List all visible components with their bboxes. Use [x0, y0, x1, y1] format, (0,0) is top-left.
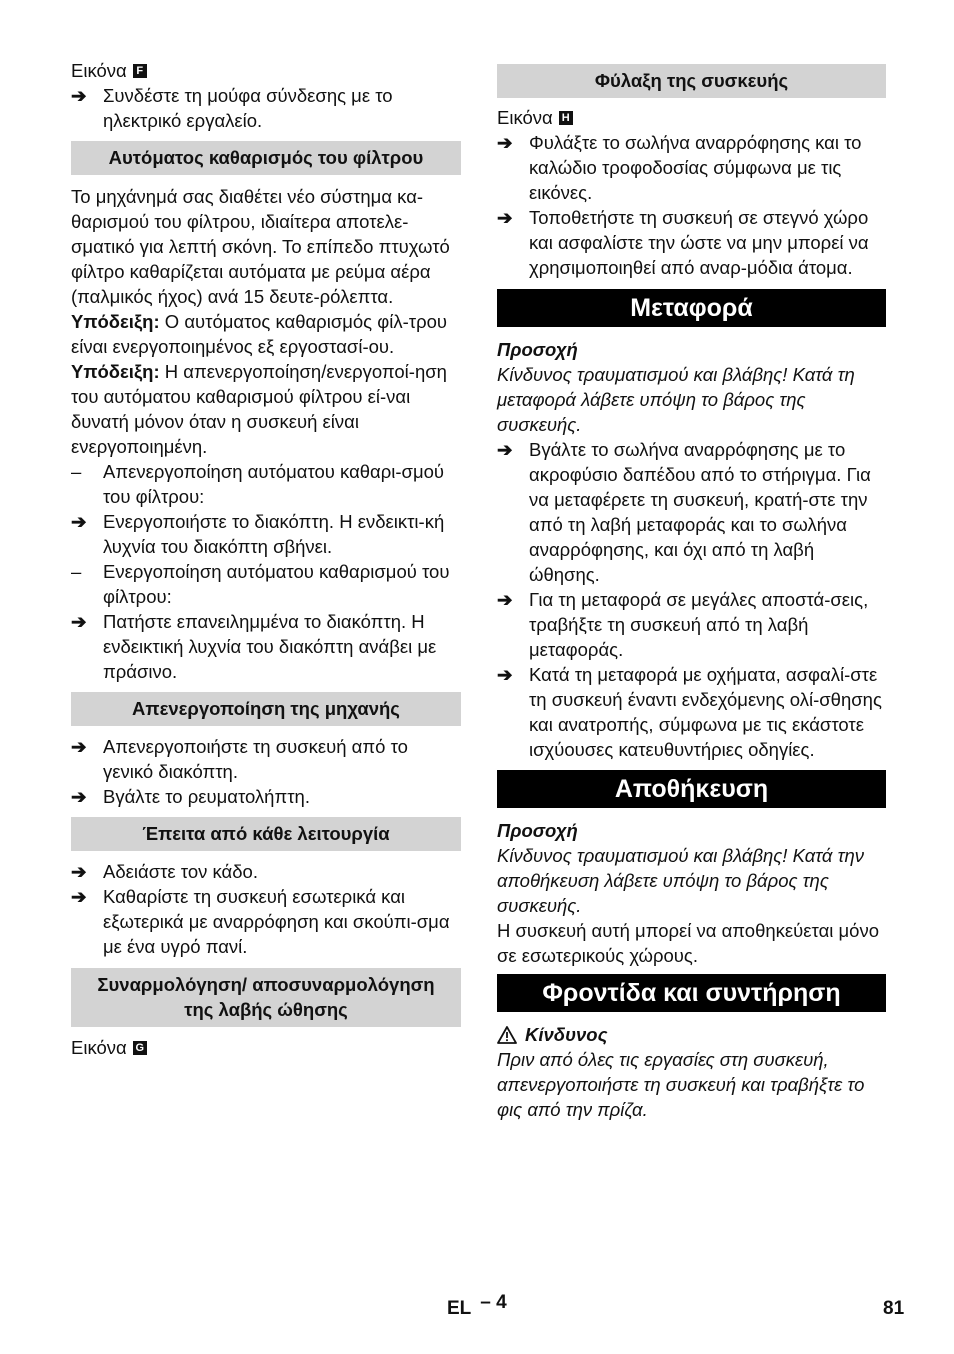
- section-heading-device-storage: Φύλαξη της συσκευής: [497, 64, 886, 98]
- list-item: [497, 205, 886, 280]
- page-number: 81: [883, 1298, 905, 1319]
- paragraph-auto-clean: Το μηχάνημά σας διαθέτει νέο σύστημα κα-θαρισμού του φίλτρου, ιδιαίτερα αποτελε-σματικό για λεπτή σκόνη. Το επίπεδο πτυχωτό φίλτρο καθαρίζεται αυτόματα με ρεύμα αέρα (παλμικός ήχος) ανά 15 δευτε-ρόλεπτα.: [71, 186, 450, 307]
- list-item: [71, 609, 461, 684]
- danger-line: [497, 1022, 886, 1047]
- arrow-right-icon: ➔: [71, 886, 87, 907]
- list-item-text: Τοποθετήστε τη συσκευή σε στεγνό χώρο και ασφαλίστε την ώστε να μην μπορεί να χρησιμοποιηθεί από αναρ-μόδια άτομα.: [529, 207, 869, 278]
- storage-paragraph: Η συσκευή αυτή μπορεί να αποθηκεύεται μόνο σε εσωτερικούς χώρους.: [497, 920, 880, 966]
- section-heading-auto-clean: Αυτόματος καθαρισμός του φίλτρου: [71, 141, 461, 175]
- figure-label: Εικόνα: [71, 60, 127, 81]
- arrow-right-icon: ➔: [71, 786, 87, 807]
- list-item: [71, 559, 461, 609]
- caution-text: Κίνδυνος τραυματισμού και βλάβης! Κατά την αποθήκευση λάβετε υπόψη το βάρος της συσκευής.: [497, 845, 865, 916]
- right-column: [497, 64, 886, 1122]
- main-heading-transport: Μεταφορά: [497, 289, 886, 327]
- caution-text: Κίνδυνος τραυματισμού και βλάβης! Κατά τη μεταφορά λάβετε υπόψη το βάρος της συσκευής.: [497, 364, 855, 435]
- list-item: [71, 734, 461, 784]
- list-item-text: Φυλάξτε το σωλήνα αναρρόφησης και το καλώδιο τροφοδοσίας σύμφωνα με τις εικόνες.: [529, 132, 862, 203]
- arrow-right-icon: ➔: [71, 861, 87, 882]
- arrow-right-icon: ➔: [497, 132, 513, 153]
- list-item: [497, 662, 886, 762]
- figure-label: Εικόνα: [71, 1037, 127, 1058]
- footer-language: [447, 1292, 507, 1320]
- figure-letter-icon: H: [559, 111, 573, 125]
- note-label: Υπόδειξη:: [71, 361, 160, 382]
- note-label: Υπόδειξη:: [71, 311, 160, 332]
- caution-label: Προσοχή: [497, 339, 578, 360]
- list-item-text: Καθαρίστε τη συσκευή εσωτερικά και εξωτερικά με αναρρόφηση και σκούπι-σμα με ένα υγρό πανί.: [103, 886, 450, 957]
- figure-ref-g: [71, 1035, 461, 1060]
- warning-triangle-icon: [497, 1026, 517, 1044]
- section-heading-switch-off: Απενεργοποίηση της μηχανής: [71, 692, 461, 726]
- arrow-right-icon: ➔: [497, 439, 513, 460]
- section-heading-after-use: Έπειτα από κάθε λειτουργία: [71, 817, 461, 851]
- arrow-right-icon: ➔: [71, 85, 87, 106]
- caution-label: Προσοχή: [497, 820, 578, 841]
- dash-bullet: –: [71, 461, 82, 482]
- danger-text: Πριν από όλες τις εργασίες στη συσκευή, απενεργοποιήστε τη συσκευή και τραβήξτε το φις από την πρίζα.: [497, 1049, 865, 1120]
- list-item-text: Για τη μεταφορά σε μεγάλες αποστά-σεις, τραβήξτε τη συσκευή από τη λαβή μεταφοράς.: [529, 589, 869, 660]
- language-code: EL: [447, 1298, 471, 1319]
- dash-bullet: –: [71, 561, 82, 582]
- list-item-text: Απενεργοποιήστε τη συσκευή από το γενικό διακόπτη.: [103, 736, 408, 782]
- list-item: [71, 509, 461, 559]
- figure-label: Εικόνα: [497, 107, 553, 128]
- main-heading-storage: Αποθήκευση: [497, 770, 886, 808]
- figure-letter-icon: G: [133, 1041, 147, 1055]
- arrow-right-icon: ➔: [497, 207, 513, 228]
- figure-ref-h: [497, 105, 886, 130]
- arrow-right-icon: ➔: [71, 511, 87, 532]
- note-1: [71, 309, 461, 359]
- note-text: Η απενεργοποίηση/ενεργοποί-ηση του αυτόματου καθαρισμού φίλτρου εί-ναι δυνατή μόνον όταν η συσκευή είναι ενεργοποιημένη.: [71, 361, 447, 457]
- list-item-text: Συνδέστε τη μούφα σύνδεσης με το ηλεκτρικό εργαλείο.: [103, 85, 393, 131]
- arrow-right-icon: ➔: [71, 611, 87, 632]
- list-item-text: Κατά τη μεταφορά με οχήματα, ασφαλί-στε τη συσκευή έναντι ενδεχόμενης ολί-σθησης και ανατροπής, σύμφωνα με τις εκάστοτε ισχύουσες κατευθυντήριες οδηγίες.: [529, 664, 882, 760]
- list-item-text: Βγάλτε το σωλήνα αναρρόφησης με το ακροφύσιο δαπέδου από το στήριγμα. Για να μεταφέρετε τη συσκευή, κρατή-στε την από τη λαβή μεταφοράς και το σωλήνα αναρρόφησης, και όχι από τη λαβή ώθησης.: [529, 439, 871, 585]
- list-item: [71, 784, 461, 809]
- list-item-text: Ενεργοποίηση αυτόματου καθαρισμού του φίλτρου:: [103, 561, 450, 607]
- figure-letter-icon: F: [133, 64, 147, 78]
- list-item: [497, 130, 886, 205]
- list-item: [71, 859, 461, 884]
- list-item-text: Πατήστε επανειλημμένα το διακόπτη. Η ενδεικτική λυχνία του διακόπτη ανάβει με πράσινο.: [103, 611, 437, 682]
- list-item-text: Αδειάστε τον κάδο.: [103, 861, 258, 882]
- section-number: – 4: [480, 1292, 507, 1313]
- section-heading-assembly: Συναρμολόγηση/ αποσυναρμολόγηση της λαβής ώθησης: [71, 968, 461, 1027]
- figure-ref-f: [71, 58, 461, 83]
- arrow-right-icon: ➔: [71, 736, 87, 757]
- note-2: [71, 359, 461, 459]
- left-column: [71, 58, 461, 1060]
- list-item: [71, 83, 461, 133]
- list-item: [497, 587, 886, 662]
- list-item: [71, 459, 461, 509]
- note-text: Ο αυτόματος καθαρισμός φίλ-τρου είναι ενεργοποιημένος εξ εργοστασί-ου.: [71, 311, 447, 357]
- arrow-right-icon: ➔: [497, 589, 513, 610]
- arrow-right-icon: ➔: [497, 664, 513, 685]
- list-item: [497, 437, 886, 587]
- main-heading-care: Φροντίδα και συντήρηση: [497, 974, 886, 1012]
- danger-label: Κίνδυνος: [525, 1024, 608, 1045]
- list-item-text: Ενεργοποιήστε το διακόπτη. Η ενδεικτι-κή λυχνία του διακόπτη σβήνει.: [103, 511, 445, 557]
- list-item-text: Απενεργοποίηση αυτόματου καθαρι-σμού του φίλτρου:: [103, 461, 445, 507]
- list-item-text: Βγάλτε το ρευματολήπτη.: [103, 786, 310, 807]
- list-item: [71, 884, 461, 959]
